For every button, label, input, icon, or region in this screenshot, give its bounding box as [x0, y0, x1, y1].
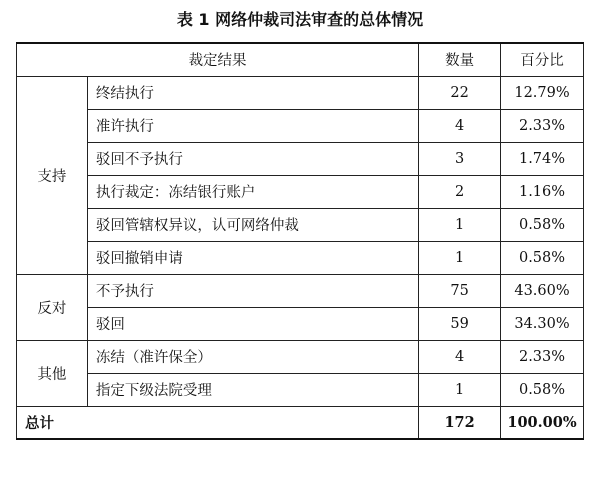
header-percent: 百分比: [501, 43, 584, 76]
row-percent: 1.16%: [501, 175, 584, 208]
table-row: [17, 175, 584, 208]
row-percent: 0.58%: [501, 373, 584, 406]
row-item: 驳回撤销申请: [87, 241, 418, 274]
row-percent: 12.79%: [501, 76, 584, 109]
row-percent: 2.33%: [501, 340, 584, 373]
row-item: 驳回管辖权异议，认可网络仲裁: [87, 208, 418, 241]
row-item: 执行裁定：冻结银行账户: [87, 175, 418, 208]
row-item: 终结执行: [87, 76, 418, 109]
row-count: 2: [419, 175, 501, 208]
review-table: [16, 42, 584, 440]
total-row: [17, 406, 584, 439]
row-item: 驳回: [87, 307, 418, 340]
total-label: 总计: [17, 406, 419, 439]
total-percent: 100.00%: [501, 406, 584, 439]
table-caption: 表 1 网络仲裁司法审查的总体情况: [176, 10, 424, 29]
row-percent: 2.33%: [501, 109, 584, 142]
row-count: 22: [419, 76, 501, 109]
header-row: [17, 43, 584, 76]
row-count: 1: [419, 208, 501, 241]
row-item: 不予执行: [87, 274, 418, 307]
row-percent: 1.74%: [501, 142, 584, 175]
table-row: [17, 109, 584, 142]
row-count: 3: [419, 142, 501, 175]
header-count: 数量: [419, 43, 501, 76]
group-other-label: 其他: [17, 340, 88, 406]
row-item: 驳回不予执行: [87, 142, 418, 175]
row-percent: 0.58%: [501, 241, 584, 274]
group-support-label: 支持: [17, 76, 88, 274]
row-percent: 43.60%: [501, 274, 584, 307]
table-row: [17, 307, 584, 340]
total-count: 172: [419, 406, 501, 439]
table-row: [17, 76, 584, 109]
group-oppose-label: 反对: [17, 274, 88, 340]
table-row: [17, 373, 584, 406]
row-count: 4: [419, 109, 501, 142]
row-item: 准许执行: [87, 109, 418, 142]
table-row: [17, 340, 584, 373]
row-count: 1: [419, 241, 501, 274]
row-count: 1: [419, 373, 501, 406]
row-percent: 0.58%: [501, 208, 584, 241]
row-item: 指定下级法院受理: [87, 373, 418, 406]
row-item: 冻结（准许保全）: [87, 340, 418, 373]
table-row: [17, 142, 584, 175]
row-percent: 34.30%: [501, 307, 584, 340]
row-count: 75: [419, 274, 501, 307]
row-count: 59: [419, 307, 501, 340]
header-result: 裁定结果: [17, 43, 419, 76]
row-count: 4: [419, 340, 501, 373]
table-row: [17, 274, 584, 307]
table-row: [17, 241, 584, 274]
table-row: [17, 208, 584, 241]
